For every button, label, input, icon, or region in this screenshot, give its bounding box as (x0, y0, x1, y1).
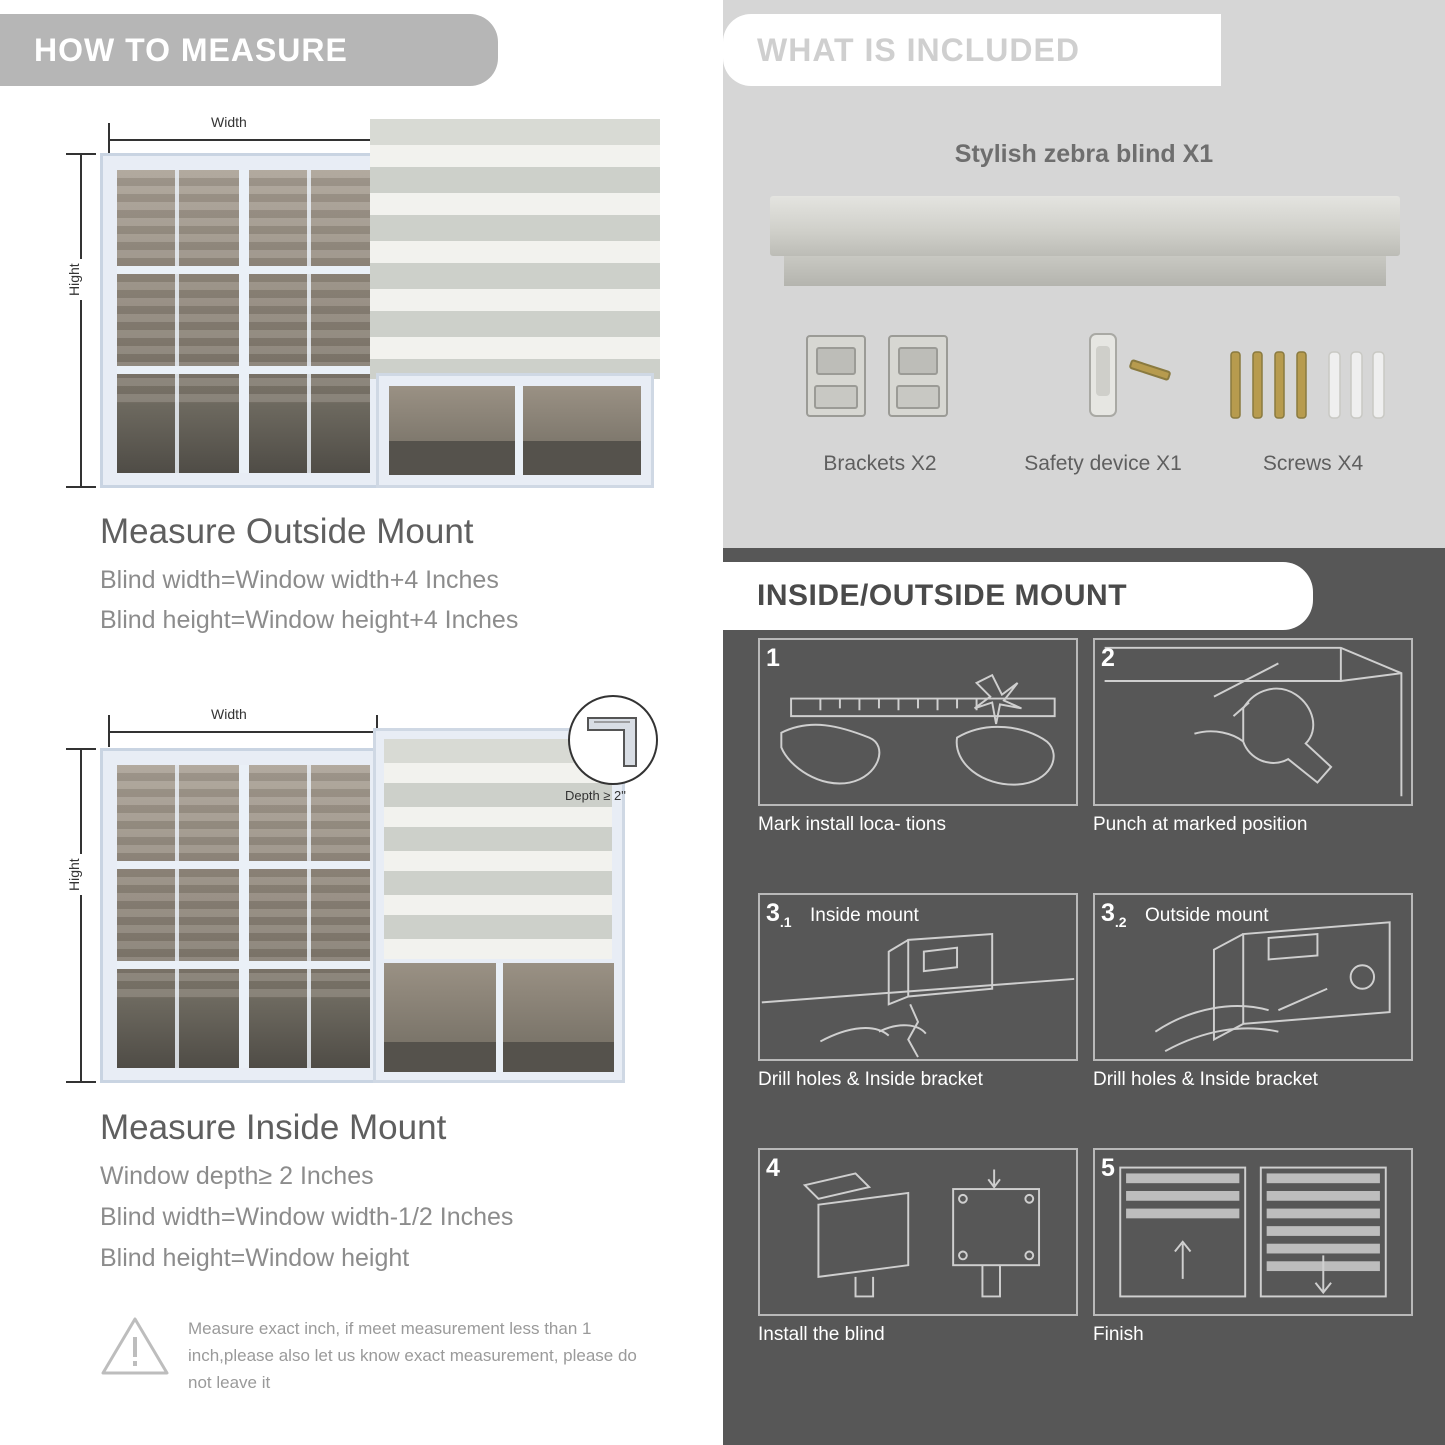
inside-outside-mount-header (723, 562, 1313, 630)
step-3-1-caption: Drill holes & Inside bracket (758, 1069, 983, 1090)
outside-rule-1: Blind width=Window width+4 Inches (100, 566, 499, 594)
zebra-shade-outside (370, 119, 660, 379)
warning-triangle-icon (100, 1315, 170, 1377)
how-to-measure-header (0, 14, 498, 86)
inside-width-tick-left (108, 715, 110, 747)
step-3-1-inline-label: Inside mount (810, 905, 919, 926)
blind-headrail-illustration (770, 196, 1400, 256)
step-4-image (758, 1148, 1078, 1316)
window-glass-inside (117, 765, 370, 1068)
step-3-2-inline-label: Outside mount (1145, 905, 1269, 926)
outside-height-label: Hight (66, 259, 82, 300)
step-5-caption: Finish (1093, 1324, 1144, 1345)
inside-rule-3: Blind height=Window height (100, 1244, 410, 1272)
what-is-included-header (723, 14, 1221, 86)
window-frame-inside (100, 748, 385, 1083)
blind-outside-mount (370, 105, 660, 488)
width-dimension-line (108, 139, 378, 141)
inside-width-label: Width (205, 706, 253, 722)
inside-rule-2: Blind width=Window width-1/2 Inches (100, 1203, 514, 1231)
step-2-number: 2 (1101, 644, 1115, 672)
inside-height-tick-top (66, 748, 96, 750)
step-4-number: 4 (766, 1154, 780, 1182)
inside-outside-mount-title: INSIDE/OUTSIDE MOUNT (757, 579, 1128, 612)
part-label-safety-device: Safety device X1 (1024, 452, 1182, 475)
inside-width-dimension-line (108, 731, 378, 733)
step-5 (1093, 1148, 1413, 1358)
inside-height-dimension-line (80, 748, 82, 1083)
height-dim-tick-top (66, 153, 96, 155)
how-to-measure-panel (0, 0, 712, 1445)
step-2-image (1093, 638, 1413, 806)
inside-height-tick-bottom (66, 1081, 96, 1083)
depth-callout-icon (558, 692, 668, 802)
main-item-label: Stylish zebra blind X1 (954, 140, 1214, 168)
inside-height-label: Hight (66, 854, 82, 895)
step-2 (1093, 638, 1413, 848)
safety-device-icon (1058, 330, 1178, 440)
height-dim-tick-bottom (66, 486, 96, 488)
height-dimension-line (80, 153, 82, 488)
window-glass-outside (117, 170, 370, 473)
step-3-1-number: $3_{.1}$ (766, 899, 792, 930)
window-frame-outside (100, 153, 385, 488)
step-4 (758, 1148, 1078, 1358)
step-3-2-number: $3_{.2}$ (1101, 899, 1127, 930)
inside-outside-mount-panel (723, 548, 1445, 1445)
step-4-caption: Install the blind (758, 1324, 885, 1345)
warning-text: Measure exact inch, if meet measurement less than 1 inch,please also let us know exact measurement, please do not leave it (188, 1319, 637, 1392)
inside-mount-title: Measure Inside Mount (100, 1108, 447, 1147)
screws-icon (1223, 330, 1403, 440)
part-label-brackets: Brackets X2 (823, 452, 937, 475)
step-2-caption: Punch at marked position (1093, 814, 1308, 835)
what-is-included-title: WHAT IS INCLUDED (757, 31, 1080, 68)
how-to-measure-title: HOW TO MEASURE (34, 31, 348, 68)
step-5-image (1093, 1148, 1413, 1316)
step-3-2 (1093, 893, 1413, 1103)
step-1 (758, 638, 1078, 848)
part-label-screws: Screws X4 (1262, 452, 1364, 475)
step-1-caption: Mark install loca- tions (758, 814, 946, 835)
outside-rule-2: Blind height=Window height+4 Inches (100, 606, 519, 634)
brackets-icon (801, 330, 961, 440)
step-3-1 (758, 893, 1078, 1103)
width-dim-tick-left (108, 123, 110, 155)
inside-rule-1: Window depth≥ 2 Inches (100, 1162, 374, 1190)
step-3-2-caption: Drill holes & Inside bracket (1093, 1069, 1318, 1090)
outside-mount-title: Measure Outside Mount (100, 512, 474, 551)
depth-label: Depth ≥ 2" (565, 788, 626, 803)
outside-width-label: Width (205, 114, 253, 130)
step-1-image (758, 638, 1078, 806)
step-1-number: 1 (766, 644, 780, 672)
step-5-number: 5 (1101, 1154, 1115, 1182)
inside-mount-illustration (60, 700, 670, 1100)
measurement-warning (100, 1315, 640, 1396)
outside-mount-illustration (60, 105, 670, 505)
